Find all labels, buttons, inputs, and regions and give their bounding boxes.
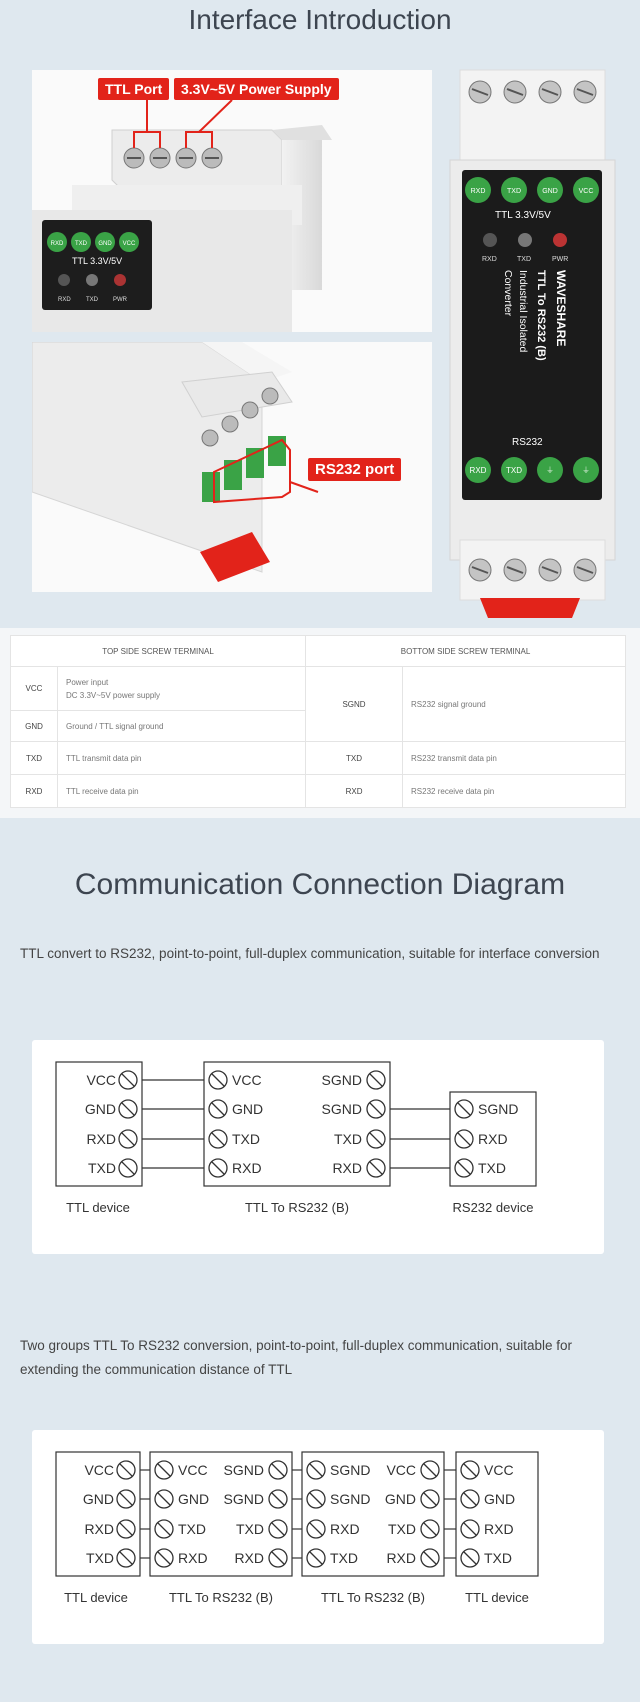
pin-label: SGND (223, 1462, 264, 1478)
pin-ttl-txd: TXD (11, 742, 58, 775)
bottom-side-header: BOTTOM SIDE SCREW TERMINAL (306, 636, 626, 667)
interface-introduction-title: Interface Introduction (188, 4, 452, 35)
module-bottom-terminal-label: TXD (506, 466, 522, 475)
pin-label: SGND (478, 1101, 519, 1117)
pin-label: VCC (232, 1072, 262, 1088)
screw-terminal-table (10, 635, 626, 808)
pin-ttl-rxd-desc: TTL receive data pin (58, 775, 306, 808)
device-caption: TTL device (465, 1590, 529, 1605)
pin-label: RXD (386, 1550, 416, 1566)
pin-rs232-rxd-desc: RS232 receive data pin (403, 775, 626, 808)
diagram1-svg (32, 1040, 604, 1254)
pin-label: RXD (330, 1521, 360, 1537)
top-terminal-illustration (32, 70, 432, 332)
pin-sgnd: SGND (306, 667, 403, 742)
device-caption: TTL device (64, 1590, 128, 1605)
pin-vcc-desc (58, 667, 306, 711)
module-bottom-terminal-label: RXD (469, 466, 487, 475)
pin-label: TXD (388, 1521, 416, 1537)
pin-label: SGND (321, 1101, 362, 1117)
module-front-illustration (440, 60, 625, 618)
ttl-port-callout: TTL Port (98, 78, 169, 100)
pin-rs232-txd-desc: RS232 transmit data pin (403, 742, 626, 775)
module-rs232-label: RS232 (512, 437, 543, 448)
device-caption: RS232 device (452, 1200, 534, 1215)
pin-vcc: VCC (11, 667, 58, 711)
pin-label: VCC (484, 1462, 514, 1478)
pin-label: GND (384, 1491, 416, 1507)
module-led-label: PWR (552, 256, 569, 263)
pin-label: RXD (84, 1521, 114, 1537)
module-ttl-label: TTL 3.3V/5V (495, 210, 551, 221)
pin-label: SGND (321, 1072, 362, 1088)
pin-label: TXD (178, 1521, 206, 1537)
pin-vcc-desc-line2: DC 3.3V~5V power supply (66, 690, 161, 700)
module-led-label: TXD (517, 256, 531, 263)
pin-label: TXD (334, 1131, 362, 1147)
top-terminal-label: RXD (50, 241, 64, 247)
pin-label: RXD (178, 1550, 208, 1566)
top-terminal-label: VCC (122, 241, 136, 247)
communication-diagram-title: Communication Connection Diagram (74, 868, 566, 901)
device-caption: TTL To RS232 (B) (320, 1590, 426, 1605)
pin-label: TXD (330, 1550, 358, 1566)
pin-label: RXD (234, 1550, 264, 1566)
pin-label: VCC (84, 1462, 114, 1478)
pin-label: RXD (86, 1131, 116, 1147)
pin-label: RXD (332, 1160, 362, 1176)
module-front-photo (440, 60, 625, 618)
pin-gnd-desc: Ground / TTL signal ground (58, 711, 306, 742)
pin-label: TXD (478, 1160, 506, 1176)
pin-label: TXD (88, 1160, 116, 1176)
pin-label: VCC (86, 1072, 116, 1088)
pin-label: RXD (478, 1131, 508, 1147)
pin-label: RXD (232, 1160, 262, 1176)
pin-label: GND (84, 1101, 116, 1117)
pin-rs232-rxd: RXD (306, 775, 403, 808)
top-terminal-label: GND (98, 241, 112, 247)
pin-label: TXD (232, 1131, 260, 1147)
diagram2-card (32, 1430, 604, 1644)
top-side-header: TOP SIDE SCREW TERMINAL (11, 636, 306, 667)
pin-label: SGND (330, 1491, 371, 1507)
pin-label: TXD (484, 1550, 512, 1566)
pin-gnd: GND (11, 711, 58, 742)
module-product-text: Converter (502, 270, 514, 317)
top-panel-ttl-label: TTL 3.3V/5V (72, 256, 123, 266)
diagram2-description: Two groups TTL To RS232 conversion, point-to-point, full-duplex communication, suitable for extending the communication distance of TTL (20, 1338, 573, 1377)
module-top-terminal-label: VCC (578, 188, 594, 195)
device-caption: TTL To RS232 (B) (244, 1200, 350, 1215)
diagram2-svg (32, 1430, 604, 1644)
rs232-port-callout: RS232 port (308, 458, 401, 481)
module-top-terminal-label: TXD (507, 188, 521, 195)
pin-rs232-txd: TXD (306, 742, 403, 775)
pin-sgnd-desc: RS232 signal ground (403, 667, 626, 742)
module-led-label: RXD (482, 256, 497, 263)
module-brand-text: WAVESHARE (554, 270, 568, 347)
pin-ttl-txd-desc: TTL transmit data pin (58, 742, 306, 775)
module-bottom-terminal-label: ⏚ (546, 466, 554, 475)
pin-vcc-desc-line1: Power input (66, 677, 109, 687)
top-panel-led-label: RXD (58, 297, 71, 303)
module-bottom-terminal-label: ⏚ (582, 466, 590, 475)
pin-label: VCC (178, 1462, 208, 1478)
diagram1-card (32, 1040, 604, 1254)
pin-label: GND (82, 1491, 114, 1507)
rs232-terminal-photo (32, 342, 432, 592)
module-top-terminal-label: RXD (470, 188, 486, 195)
module-product-text: Industrial Isolated (517, 270, 529, 353)
pin-ttl-rxd: RXD (11, 775, 58, 808)
pin-label: SGND (223, 1491, 264, 1507)
pin-label: TXD (86, 1550, 114, 1566)
power-supply-callout: 3.3V~5V Power Supply (174, 78, 339, 100)
top-panel-led-label: PWR (113, 297, 127, 303)
pin-label: GND (178, 1491, 210, 1507)
device-caption: TTL device (66, 1200, 130, 1215)
pin-label: VCC (386, 1462, 416, 1478)
pin-label: SGND (330, 1462, 371, 1478)
pin-label: TXD (236, 1521, 264, 1537)
top-terminal-label: TXD (75, 241, 87, 247)
device-caption: TTL To RS232 (B) (168, 1590, 274, 1605)
top-panel-led-label: TXD (86, 297, 98, 303)
module-product-text: TTL To RS232 (B) (535, 270, 547, 361)
pin-label: RXD (484, 1521, 514, 1537)
pin-label: GND (232, 1101, 264, 1117)
module-top-terminal-label: GND (542, 188, 558, 195)
top-terminal-photo (32, 70, 432, 332)
diagram1-description: TTL convert to RS232, point-to-point, full-duplex communication, suitable for interface conversion (20, 946, 600, 961)
pin-label: GND (484, 1491, 516, 1507)
